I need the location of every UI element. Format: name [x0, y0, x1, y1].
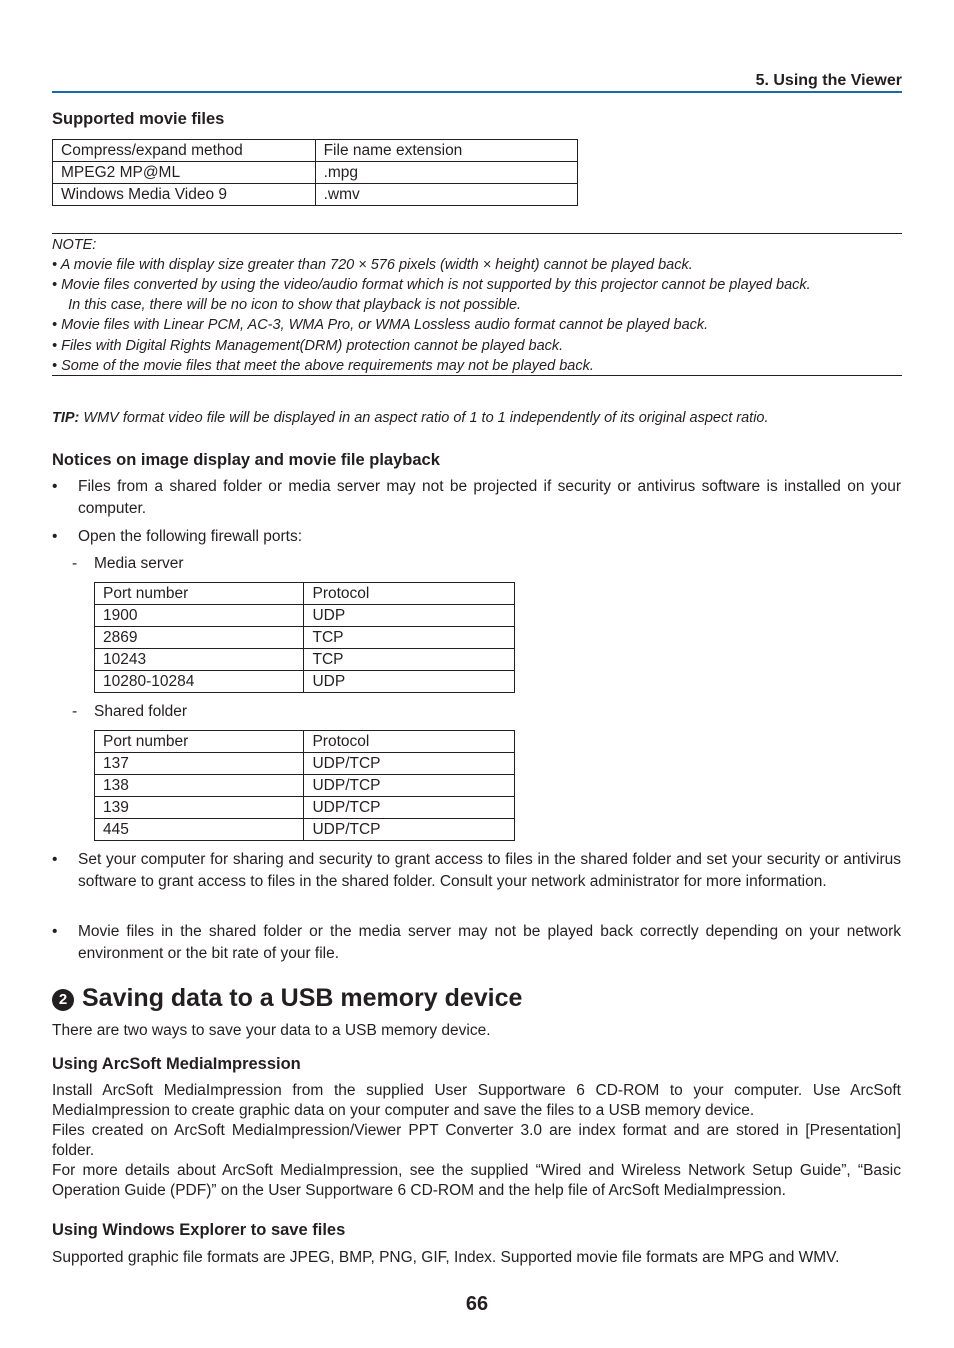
tip-text: WMV format video file will be displayed in an aspect ratio of 1 to 1 independently of its original aspect ratio. — [79, 410, 769, 426]
table-cell: MPEG2 MP@ML — [53, 162, 316, 184]
tip-label: TIP: — [52, 410, 80, 426]
usb-intro: There are two ways to save your data to a USB memory device. — [52, 1022, 491, 1039]
movie-files-heading: Supported movie files — [52, 110, 225, 128]
bullet-mark: • — [52, 923, 58, 940]
table-cell: UDP — [304, 605, 515, 627]
usb-heading-text: Saving data to a USB memory device — [82, 984, 523, 1012]
list-item — [52, 476, 902, 520]
arcsoft-paragraph: Files created on ArcSoft MediaImpression/Viewer PPT Converter 3.0 are index format and are stored in [Presentation] folder. — [52, 1122, 901, 1159]
dash-mark: - — [72, 703, 78, 720]
table-cell: 10243 — [95, 649, 304, 671]
notices-heading: Notices on image display and movie file playback — [52, 451, 440, 469]
table-cell: TCP — [304, 627, 515, 649]
table-row — [95, 753, 515, 775]
bullet-text: Set your computer for sharing and security to grant access to files in the shared folder and set your security or antivirus software to grant access to files in the shared folder. Consult your network administrator for more information. — [78, 851, 901, 890]
page-number: 66 — [465, 1293, 489, 1315]
movie-files-table — [52, 139, 578, 206]
table-cell: 445 — [95, 819, 304, 841]
tip — [52, 408, 769, 429]
media-server-table — [94, 582, 515, 693]
table-cell: 137 — [95, 753, 304, 775]
list-item — [52, 526, 902, 548]
note-label: NOTE: — [52, 237, 97, 253]
table-cell: .mpg — [315, 162, 577, 184]
table-cell: Compress/expand method — [53, 140, 316, 162]
running-header: 5. Using the Viewer — [755, 72, 902, 89]
table-cell: Port number — [95, 731, 304, 753]
bullet-text: Open the following firewall ports: — [78, 528, 303, 545]
table-cell: 1900 — [95, 605, 304, 627]
arcsoft-paragraph: For more details about ArcSoft MediaImpression, see the supplied “Wired and Wireless Network Setup Guide”, “Basic Operation Guide (PDF)” on the User Supportware 6 CD-ROM and the help file of ArcSoft MediaImpression. — [52, 1162, 901, 1199]
table-row — [95, 797, 515, 819]
table-row — [95, 605, 515, 627]
table-row — [95, 627, 515, 649]
table-cell: Windows Media Video 9 — [53, 184, 316, 206]
table-row — [95, 583, 515, 605]
table-cell: Port number — [95, 583, 304, 605]
table-cell: UDP — [304, 671, 515, 693]
table-row — [53, 184, 578, 206]
note-item: • A movie file with display size greater than 720 × 576 pixels (width × height) cannot be played back. — [52, 257, 693, 273]
table-cell: .wmv — [315, 184, 577, 206]
table-cell: UDP/TCP — [304, 775, 515, 797]
table-cell: UDP/TCP — [304, 797, 515, 819]
note-item: • Files with Digital Rights Management(DRM) protection cannot be played back. — [52, 338, 564, 354]
table-row — [95, 649, 515, 671]
table-cell: 139 — [95, 797, 304, 819]
table-cell: 2869 — [95, 627, 304, 649]
table-cell: Protocol — [304, 731, 515, 753]
dash-mark: - — [72, 555, 78, 572]
media-server-label: Media server — [94, 555, 184, 572]
table-row — [95, 819, 515, 841]
list-item — [52, 921, 902, 965]
list-item — [52, 849, 902, 915]
table-cell: TCP — [304, 649, 515, 671]
table-cell: 10280-10284 — [95, 671, 304, 693]
shared-folder-table — [94, 730, 515, 841]
table-row — [53, 140, 578, 162]
table-cell: UDP/TCP — [304, 819, 515, 841]
table-cell: File name extension — [315, 140, 577, 162]
bullet-mark: • — [52, 528, 58, 545]
shared-folder-label: Shared folder — [94, 703, 188, 720]
bullet-mark: • — [52, 851, 58, 868]
explorer-heading: Using Windows Explorer to save files — [52, 1221, 346, 1239]
bullet-mark: • — [52, 478, 58, 495]
note-item: • Some of the movie files that meet the above requirements may not be played back. — [52, 358, 594, 374]
table-row — [53, 162, 578, 184]
arcsoft-heading: Using ArcSoft MediaImpression — [52, 1055, 301, 1073]
usb-section-heading — [52, 984, 522, 1013]
bullet-text: Movie files in the shared folder or the media server may not be played back correctly depending on your network environment or the bit rate of your file. — [78, 923, 901, 962]
section-number-badge: 2 — [52, 989, 74, 1011]
table-row — [95, 671, 515, 693]
table-row — [95, 775, 515, 797]
explorer-paragraph: Supported graphic file formats are JPEG, BMP, PNG, GIF, Index. Supported movie file formats are MPG and WMV. — [52, 1249, 840, 1266]
note-item: • Movie files converted by using the video/audio format which is not supported by this projector cannot be played back. — [52, 277, 811, 293]
note-box — [52, 233, 902, 376]
note-item: In this case, there will be no icon to show that playback is not possible. — [52, 297, 522, 313]
arcsoft-paragraph: Install ArcSoft MediaImpression from the supplied User Supportware 6 CD-ROM to your computer. Use ArcSoft MediaImpression to create graphic data on your computer and save the files to a USB memory device. — [52, 1082, 901, 1119]
table-cell: Protocol — [304, 583, 515, 605]
header-rule — [52, 91, 902, 93]
table-cell: 138 — [95, 775, 304, 797]
note-item: • Movie files with Linear PCM, AC-3, WMA Pro, or WMA Lossless audio format cannot be played back. — [52, 317, 709, 333]
bullet-text: Files from a shared folder or media server may not be projected if security or antivirus software is installed on your computer. — [78, 478, 901, 517]
table-cell: UDP/TCP — [304, 753, 515, 775]
table-row — [95, 731, 515, 753]
